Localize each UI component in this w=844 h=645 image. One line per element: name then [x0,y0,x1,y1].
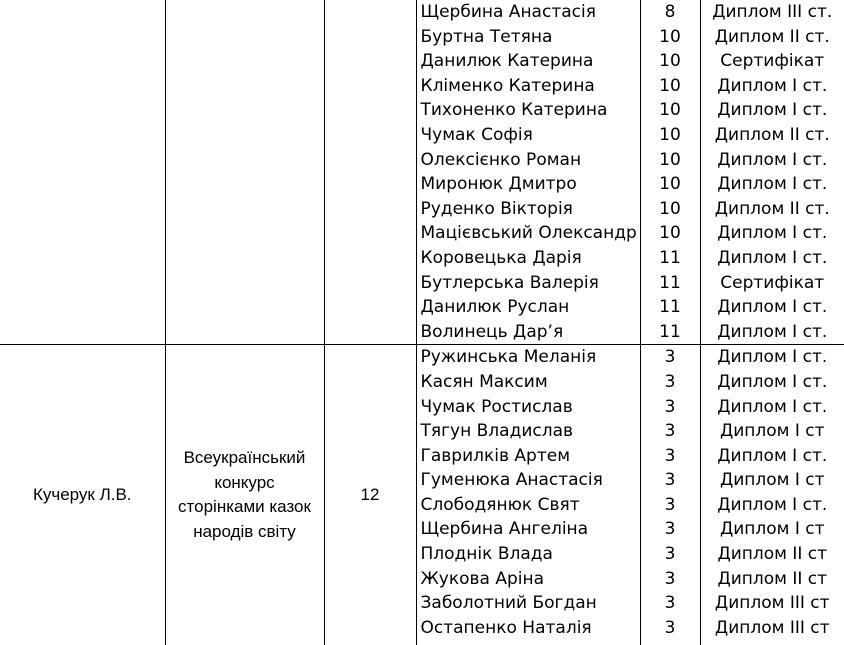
student-grade: 10 [641,197,700,222]
student-name: Заболотний Богдан [417,591,640,616]
student-grade: 3 [641,567,700,592]
student-name: Руденко Вікторія [417,197,640,222]
student-name: Мацієвський Олександр [417,221,640,246]
student-name: Гуменюка Анастасія [417,468,640,493]
student-award: Диплом І ст. [701,320,844,345]
student-name-list [417,0,640,344]
student-name: Чумак Софія [417,123,640,148]
student-name: Волинець Дар’я [417,320,640,345]
student-name: Бутлерська Валерія [417,271,640,296]
student-award: Диплом І ст. [701,395,844,420]
student-award: Диплом ІІ ст [701,542,844,567]
student-award: Диплом І ст. [701,172,844,197]
student-name-list [417,345,640,640]
count-cell-empty [324,0,416,345]
student-name: Щербина Ангеліна [417,517,640,542]
student-name: Касян Максим [417,370,640,395]
student-grade: 8 [641,0,700,25]
teacher-cell-empty [0,0,165,345]
grade-list [641,345,700,640]
student-grade: 10 [641,98,700,123]
student-award: Диплом ІІ ст. [701,25,844,50]
student-name: Олексієнко Роман [417,148,640,173]
student-name: Остапенко Наталія [417,616,640,641]
student-award: Диплом ІІ ст. [701,123,844,148]
student-grade: 11 [641,320,700,345]
student-name: Тягун Владислав [417,419,640,444]
student-award: Диплом ІІ ст. [701,197,844,222]
student-name: Данилюк Руслан [417,295,640,320]
student-name: Миронюк Дмитро [417,172,640,197]
student-award: Диплом І ст. [701,493,844,518]
student-name: Буртна Тетяна [417,25,640,50]
grades-cell [640,0,700,345]
teacher-name: Кучерук Л.В. [0,345,165,645]
student-grade: 10 [641,74,700,99]
student-name: Слободянюк Свят [417,493,640,518]
award-list [701,345,844,640]
student-grade: 3 [641,542,700,567]
student-name: Жукова Аріна [417,567,640,592]
student-grade: 10 [641,148,700,173]
student-grade: 3 [641,616,700,641]
student-grade: 11 [641,246,700,271]
student-award: Диплом ІІІ ст. [701,0,844,25]
student-grade: 3 [641,370,700,395]
student-name: Данилюк Катерина [417,49,640,74]
student-award: Диплом І ст [701,419,844,444]
awards-cell [700,0,844,345]
student-award: Диплом І ст. [701,246,844,271]
award-list [701,0,844,344]
table-row-bottom [0,345,844,645]
student-grade: 3 [641,444,700,469]
student-grade: 10 [641,49,700,74]
student-name: Чумак Ростислав [417,395,640,420]
student-award: Диплом І ст. [701,221,844,246]
awards-cell [700,345,844,645]
student-award: Диплом І ст. [701,148,844,173]
student-award: Диплом ІІІ ст [701,616,844,641]
student-grade: 3 [641,345,700,370]
student-award: Диплом І ст. [701,295,844,320]
student-award: Диплом І ст [701,468,844,493]
student-award: Диплом І ст. [701,444,844,469]
student-grade: 10 [641,221,700,246]
student-award: Диплом І ст. [701,370,844,395]
student-award: Диплом ІІ ст [701,567,844,592]
student-award: Диплом І ст. [701,74,844,99]
student-grade: 11 [641,271,700,296]
student-names-cell [416,0,640,345]
student-grade: 10 [641,172,700,197]
student-name: Тихоненко Катерина [417,98,640,123]
student-grade: 3 [641,591,700,616]
student-grade: 10 [641,25,700,50]
grade-list [641,0,700,344]
student-name: Щербина Анастасія [417,0,640,25]
student-names-cell [416,345,640,645]
student-award: Диплом ІІІ ст [701,591,844,616]
student-name: Коровецька Дарія [417,246,640,271]
contest-cell-empty [165,0,324,345]
student-grade: 10 [641,123,700,148]
student-grade: 3 [641,468,700,493]
student-grade: 3 [641,517,700,542]
student-name: Ружинська Меланія [417,345,640,370]
student-name: Плоднік Влада [417,542,640,567]
student-grade: 3 [641,419,700,444]
student-grade: 3 [641,493,700,518]
student-award: Сертифікат [701,271,844,296]
student-name: Кліменко Катерина [417,74,640,99]
student-grade: 11 [641,295,700,320]
student-award: Сертифікат [701,49,844,74]
student-award: Диплом І ст [701,517,844,542]
contest-title: Всеукраїнський конкурс сторінками казок народів світу [165,345,324,645]
grades-cell [640,345,700,645]
student-grade: 3 [641,395,700,420]
student-name: Гаврилків Артем [417,444,640,469]
student-award: Диплом І ст. [701,98,844,123]
participant-count: 12 [324,345,416,645]
student-award: Диплом І ст. [701,345,844,370]
